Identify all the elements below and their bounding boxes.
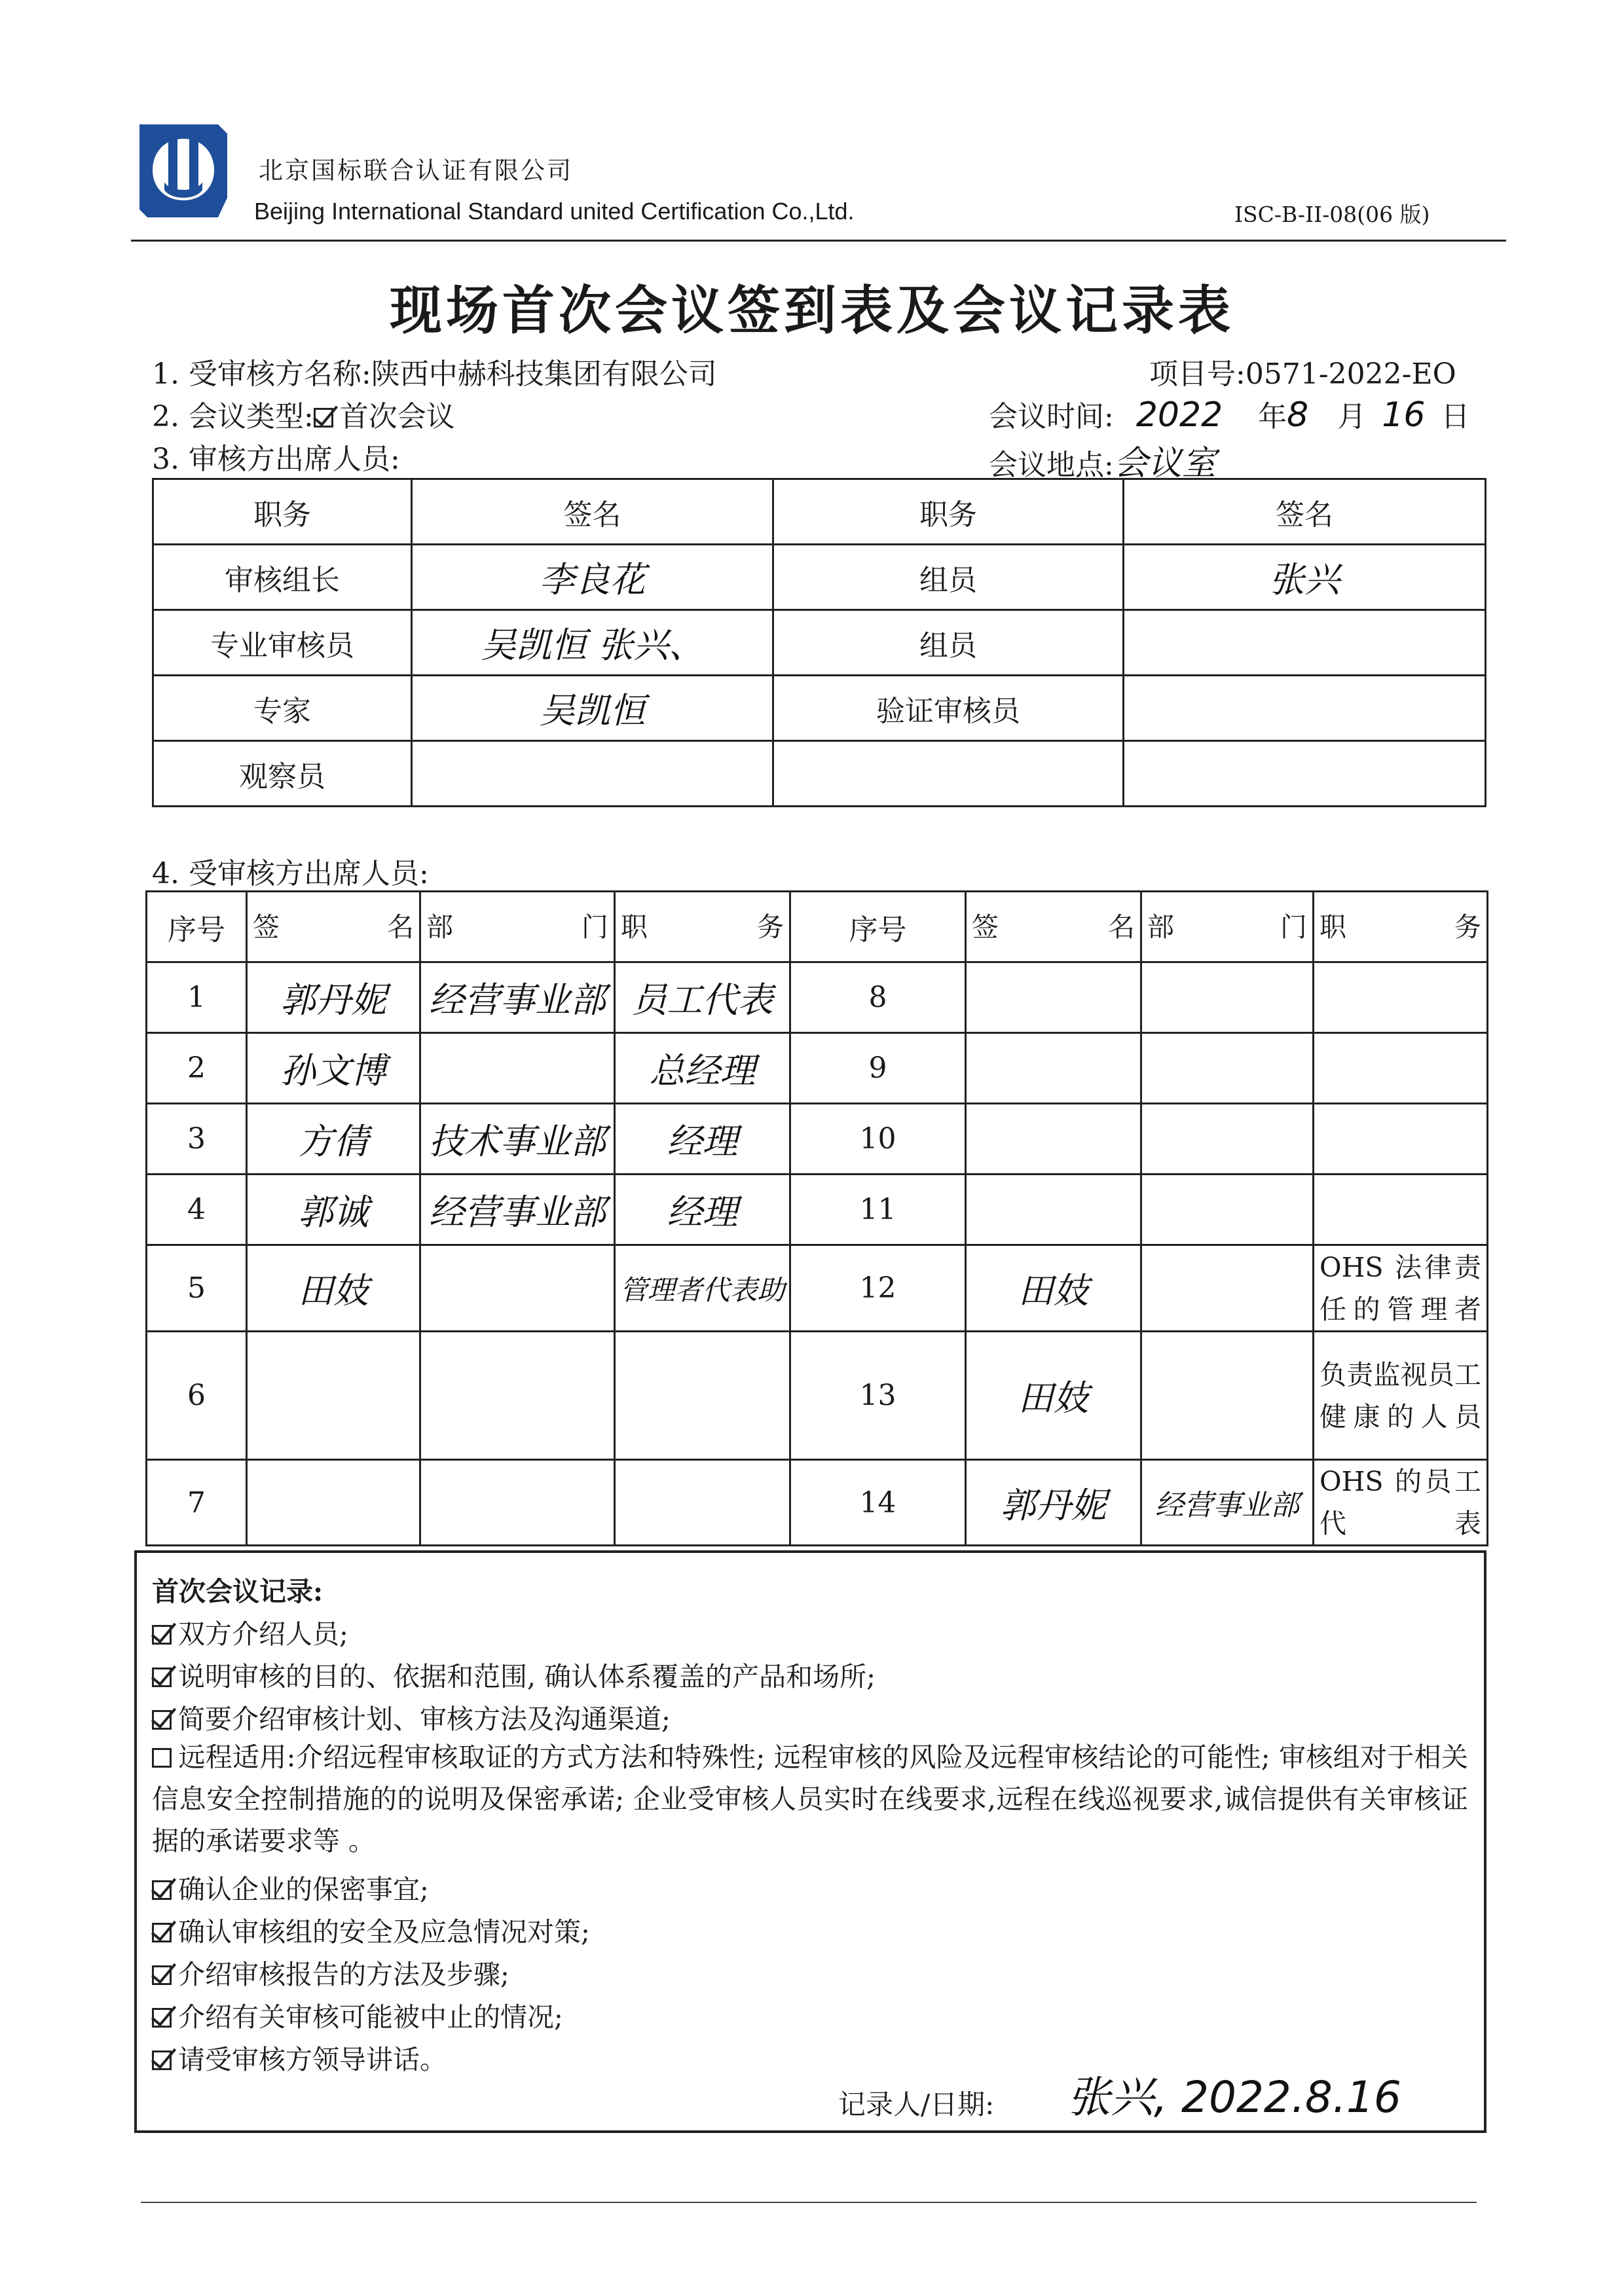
meeting-type-checkbox[interactable] <box>314 408 333 428</box>
attendee-position: OHS 法律责任的管理者 <box>1314 1245 1488 1332</box>
row-number: 2 <box>147 1033 247 1104</box>
header-position: 职务 <box>615 892 790 962</box>
attendee-department: 技术事业部 <box>420 1104 615 1175</box>
auditor-attendees-label: 3. 审核方出席人员: <box>152 443 400 476</box>
record-checkbox[interactable] <box>152 2008 172 2028</box>
header-number: 序号 <box>790 892 966 962</box>
row-number: 11 <box>790 1175 966 1245</box>
auditee-label: 1. 受审核方名称: <box>152 357 371 391</box>
attendee-position <box>1314 962 1488 1033</box>
row-number: 8 <box>790 962 966 1033</box>
record-checkbox[interactable] <box>152 1710 172 1730</box>
record-item <box>152 1953 509 1992</box>
bisc-logo-icon <box>134 119 232 224</box>
attendee-signature <box>966 1033 1141 1104</box>
header-number: 序号 <box>147 892 247 962</box>
attendee-position: OHS 的员工代表 <box>1314 1460 1488 1546</box>
row-number: 10 <box>790 1104 966 1175</box>
meeting-time-row <box>989 393 1469 435</box>
record-item-text: 请受审核方领导讲话。 <box>178 2044 447 2075</box>
header-department: 部门 <box>1141 892 1314 962</box>
page-title: 现场首次会议签到表及会议记录表 <box>390 280 1234 341</box>
record-item <box>152 1736 1468 1862</box>
record-item-text: 确认企业的保密事宜; <box>178 1874 429 1905</box>
meeting-year: 2022 <box>1135 395 1223 435</box>
month-unit: 月 <box>1337 400 1367 433</box>
row-number: 3 <box>147 1104 247 1175</box>
attendee-signature: 郭诚 <box>247 1175 420 1245</box>
auditor-role: 专业审核员 <box>153 610 412 676</box>
attendee-department <box>420 1245 615 1332</box>
meeting-place-value: 会议室 <box>1113 444 1216 483</box>
row-number: 6 <box>147 1332 247 1460</box>
attendee-signature: 孙文博 <box>247 1033 420 1104</box>
auditor-header-signature: 签名 <box>412 479 773 545</box>
attendee-signature: 郭丹妮 <box>966 1460 1141 1546</box>
header-divider <box>131 240 1506 242</box>
meeting-month: 8 <box>1287 395 1309 435</box>
year-unit: 年 <box>1258 400 1287 433</box>
auditor-header-role: 职务 <box>773 479 1124 545</box>
record-item-text: 双方介绍人员; <box>178 1618 348 1650</box>
attendee-position <box>1314 1033 1488 1104</box>
company-name-cn: 北京国标联合认证有限公司 <box>259 156 573 185</box>
auditor-role: 验证审核员 <box>773 676 1124 741</box>
attendee-department <box>1141 1175 1314 1245</box>
header-signature: 签名 <box>966 892 1141 962</box>
attendee-department: 经营事业部 <box>420 962 615 1033</box>
row-number: 7 <box>147 1460 247 1546</box>
auditor-signature <box>1124 610 1486 676</box>
attendee-position <box>1314 1104 1488 1175</box>
auditee-name-row <box>152 350 717 392</box>
footer-divider <box>141 2202 1477 2203</box>
attendee-signature: 田妓 <box>966 1245 1141 1332</box>
record-checkbox[interactable] <box>152 1748 172 1768</box>
attendee-position: 经理 <box>615 1175 790 1245</box>
auditor-signature <box>1124 741 1486 807</box>
auditor-role: 组员 <box>773 610 1124 676</box>
record-item-text: 介绍审核报告的方法及步骤; <box>178 1959 509 1990</box>
auditor-header-role: 职务 <box>153 479 412 545</box>
attendee-signature <box>966 962 1141 1033</box>
attendee-department <box>420 1332 615 1460</box>
attendee-position <box>615 1332 790 1460</box>
company-name-en: Beijing International Standard united Certification Co.,Ltd. <box>254 198 855 225</box>
record-item <box>152 1910 590 1949</box>
row-number: 14 <box>790 1460 966 1546</box>
auditor-signature: 吴凯恒 <box>412 676 773 741</box>
auditor-header-signature: 签名 <box>1124 479 1486 545</box>
attendee-department <box>1141 1033 1314 1104</box>
record-checkbox[interactable] <box>152 1880 172 1900</box>
attendee-position: 员工代表 <box>615 962 790 1033</box>
attendee-signature <box>247 1332 420 1460</box>
recorder-signature: 张兴, 2022.8.16 <box>1067 2072 1401 2123</box>
attendee-signature: 郭丹妮 <box>247 962 420 1033</box>
record-item <box>152 2038 447 2077</box>
auditee-table <box>145 890 1488 1546</box>
auditor-signature: 张兴 <box>1124 545 1486 610</box>
attendee-department: 经营事业部 <box>420 1175 615 1245</box>
attendee-department <box>1141 962 1314 1033</box>
row-number: 4 <box>147 1175 247 1245</box>
attendee-signature <box>966 1104 1141 1175</box>
row-number: 12 <box>790 1245 966 1332</box>
row-number: 9 <box>790 1033 966 1104</box>
record-item <box>152 1995 563 2034</box>
record-item <box>152 1868 429 1906</box>
project-label: 项目号: <box>1149 357 1246 391</box>
attendee-position <box>1314 1175 1488 1245</box>
record-item <box>152 1613 348 1651</box>
attendee-signature <box>966 1175 1141 1245</box>
project-number-row <box>1149 350 1456 392</box>
attendee-position: 管理者代表助 <box>615 1245 790 1332</box>
record-item-text: 确认审核组的安全及应急情况对策; <box>178 1916 590 1948</box>
recorder-label: 记录人/日期: <box>838 2088 995 2121</box>
meeting-place-label: 会议地点: <box>989 448 1114 482</box>
auditor-signature: 李良花 <box>412 545 773 610</box>
attendee-department <box>1141 1332 1314 1460</box>
record-checkbox[interactable] <box>152 1923 172 1942</box>
attendee-signature <box>247 1460 420 1546</box>
record-item <box>152 1655 876 1694</box>
attendee-department: 经营事业部 <box>1141 1460 1314 1546</box>
project-value: 0571-2022-EO <box>1245 357 1456 391</box>
meeting-day: 16 <box>1382 395 1426 435</box>
meeting-time-label: 会议时间: <box>989 400 1114 433</box>
record-checkbox[interactable] <box>152 1625 172 1645</box>
meeting-place-row <box>989 435 1216 484</box>
attendee-department <box>1141 1245 1314 1332</box>
auditor-table <box>152 478 1486 807</box>
auditor-role: 审核组长 <box>153 545 412 610</box>
form-code: ISC-B-II-08(06 版) <box>1234 202 1430 227</box>
attendee-position <box>615 1460 790 1546</box>
row-number: 5 <box>147 1245 247 1332</box>
attendee-position: 经理 <box>615 1104 790 1175</box>
auditor-role: 专家 <box>153 676 412 741</box>
auditor-role: 组员 <box>773 545 1124 610</box>
attendee-signature: 田妓 <box>247 1245 420 1332</box>
attendee-signature: 田妓 <box>966 1332 1141 1460</box>
record-checkbox[interactable] <box>152 1965 172 1985</box>
meeting-type-label: 2. 会议类型: <box>152 400 314 433</box>
header-position: 职务 <box>1314 892 1488 962</box>
record-item-text: 介绍有关审核可能被中止的情况; <box>178 2001 563 2033</box>
auditor-signature: 吴凯恒 张兴、 <box>412 610 773 676</box>
row-number: 1 <box>147 962 247 1033</box>
auditor-signature <box>1124 676 1486 741</box>
auditor-role <box>773 741 1124 807</box>
attendee-signature: 方倩 <box>247 1104 420 1175</box>
meeting-record-title: 首次会议记录: <box>152 1576 323 1607</box>
record-item <box>152 1698 671 1736</box>
attendee-department <box>420 1460 615 1546</box>
meeting-type-row <box>152 393 455 435</box>
day-unit: 日 <box>1441 400 1470 433</box>
header-signature: 签名 <box>247 892 420 962</box>
attendee-department <box>1141 1104 1314 1175</box>
record-item-text: 简要介绍审核计划、审核方法及沟通渠道; <box>178 1704 671 1735</box>
record-checkbox[interactable] <box>152 1667 172 1687</box>
attendee-position: 负责监视员工健康的人员 <box>1314 1332 1488 1460</box>
attendee-position: 总经理 <box>615 1033 790 1104</box>
record-item-text: 说明审核的目的、依据和范围, 确认体系覆盖的产品和场所; <box>178 1661 876 1692</box>
meeting-type-value: 首次会议 <box>339 400 455 433</box>
row-number: 13 <box>790 1332 966 1460</box>
header-department: 部门 <box>420 892 615 962</box>
auditee-attendees-label: 4. 受审核方出席人员: <box>152 857 429 890</box>
auditor-role: 观察员 <box>153 741 412 807</box>
record-checkbox[interactable] <box>152 2050 172 2070</box>
auditee-value: 陕西中赫科技集团有限公司 <box>371 357 717 391</box>
auditor-signature <box>412 741 773 807</box>
record-item-text: 远程适用:介绍远程审核取证的方式方法和特殊性; 远程审核的风险及远程审核结论的可能性; 审核组对于相关信息安全控制措施的的说明及保密承诺; 企业受审核人员实时在线要求,远程在线巡视要求,诚信提供有关审核证据的承诺要求等 。 <box>152 1741 1468 1857</box>
attendee-department <box>420 1033 615 1104</box>
